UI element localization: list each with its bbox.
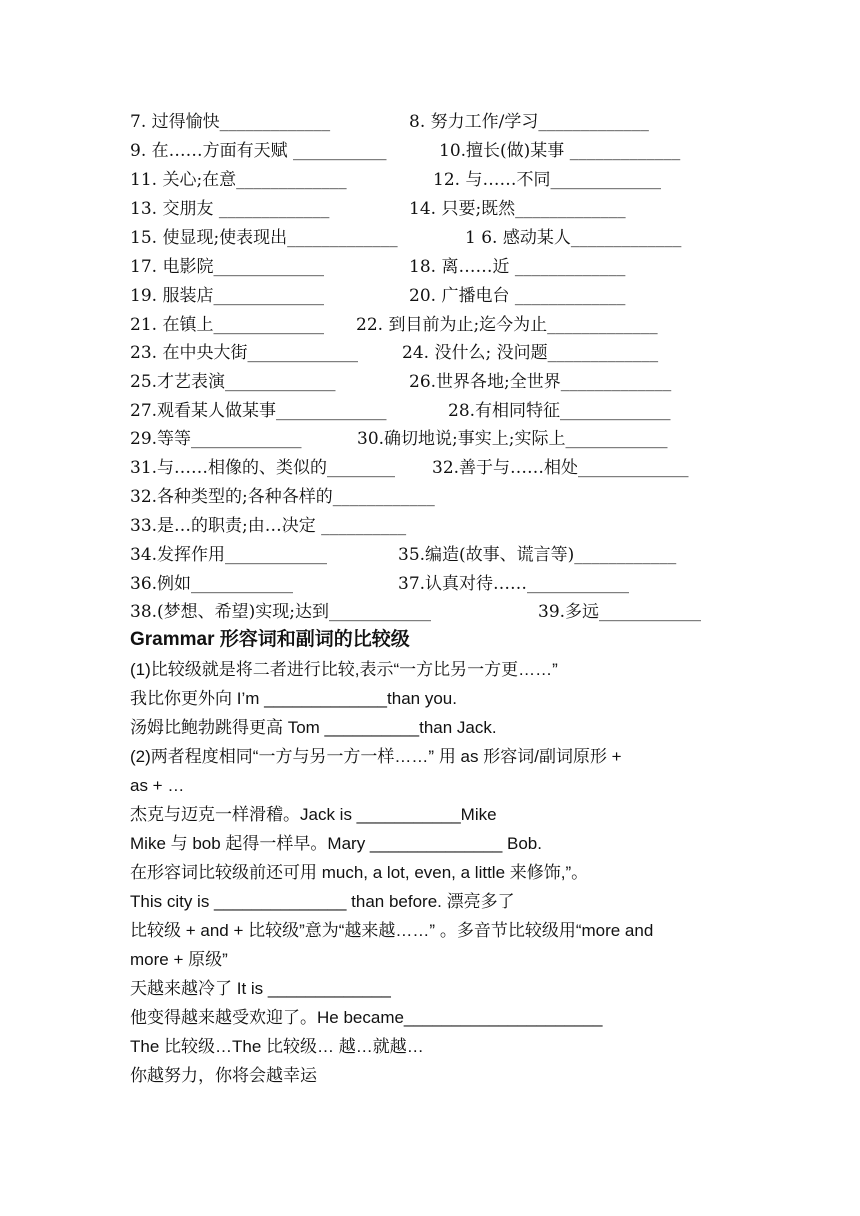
grammar-line: 我比你更外向 I’m _____________than you. [130,689,457,708]
vocab-item: 34.发挥作用____________ [130,545,328,565]
grammar-line: 他变得越来越受欢迎了。He became_____________________ [130,1008,603,1027]
vocab-item: 25.才艺表演_____________ [130,372,336,392]
grammar-line: The 比较级…The 比较级… 越…就越… [130,1037,424,1056]
vocab-item: 11. 关心;在意_____________ [130,170,347,190]
vocab-item: 32.善于与……相处_____________ [432,458,689,478]
vocab-item: 26.世界各地;全世界_____________ [409,372,672,392]
vocab-item: 14. 只要;既然_____________ [409,199,626,219]
vocab-item: 39.多远____________ [538,602,702,622]
vocab-item: 23. 在中央大街_____________ [130,343,358,363]
grammar-line: 在形容词比较级前还可用 much, a lot, even, a little 来修饰,”。 [130,863,589,882]
grammar-line: as + … [130,776,185,795]
vocab-item: 12. 与……不同_____________ [433,170,661,190]
grammar-heading: Grammar 形容词和副词的比较级 [130,629,410,650]
vocab-item: 28.有相同特征_____________ [448,401,671,421]
vocab-item: 30.确切地说;事实上;实际上____________ [357,429,668,449]
vocab-item: 33.是…的职责;由…决定 __________ [130,516,407,536]
vocab-item: 35.编造(故事、谎言等)____________ [398,545,677,565]
vocab-item: 18. 离……近 _____________ [409,257,626,277]
vocab-item: 37.认真对待……____________ [398,574,630,594]
grammar-line: Mike 与 bob 起得一样早。Mary ______________ Bob. [130,834,542,853]
vocab-item: 36.例如____________ [130,574,294,594]
vocab-item: 15. 使显现;使表现出_____________ [130,228,398,248]
grammar-line: This city is ______________ than before. 漂亮多了 [130,892,515,911]
grammar-line: 比较级 + and + 比较级”意为“越来越……” 。多音节比较级用“more and [130,921,654,940]
vocab-item: 24. 没什么; 没问题_____________ [402,343,659,363]
vocab-item: 38.(梦想、希望)实现;达到____________ [130,602,432,622]
grammar-line: (1)比较级就是将二者进行比较,表示“一方比另一方更……” [130,660,558,679]
vocab-item: 17. 电影院_____________ [130,257,324,277]
vocab-item: 1 6. 感动某人_____________ [465,228,682,248]
grammar-line: 汤姆比鲍勃跳得更高 Tom __________than Jack. [130,718,497,737]
vocab-item: 22. 到目前为止;迄今为止_____________ [356,315,658,335]
vocab-item: 10.擅长(做)某事 _____________ [439,141,681,161]
vocab-item: 32.各种类型的;各种各样的____________ [130,487,435,507]
vocab-item: 31.与……相像的、类似的________ [130,458,396,478]
vocab-item: 7. 过得愉快_____________ [130,112,331,132]
vocab-item: 9. 在……方面有天赋 ___________ [130,141,387,161]
grammar-line: (2)两者程度相同“一方与另一方一样……” 用 as 形容词/副词原形 + [130,747,622,766]
grammar-line: more + 原级” [130,950,228,969]
vocab-item: 19. 服装店_____________ [130,286,324,306]
vocab-item: 20. 广播电台 _____________ [409,286,626,306]
vocab-item: 13. 交朋友 _____________ [130,199,330,219]
vocab-item: 29.等等_____________ [130,429,302,449]
grammar-line: 天越来越冷了 It is _____________ [130,979,391,998]
vocab-item: 21. 在镇上_____________ [130,315,324,335]
grammar-line: 你越努力，你将会越幸运 [130,1066,317,1085]
vocab-item: 27.观看某人做某事_____________ [130,401,387,421]
grammar-line: 杰克与迈克一样滑稽。Jack is ___________Mike [130,805,497,824]
vocab-item: 8. 努力工作/学习_____________ [409,112,649,132]
